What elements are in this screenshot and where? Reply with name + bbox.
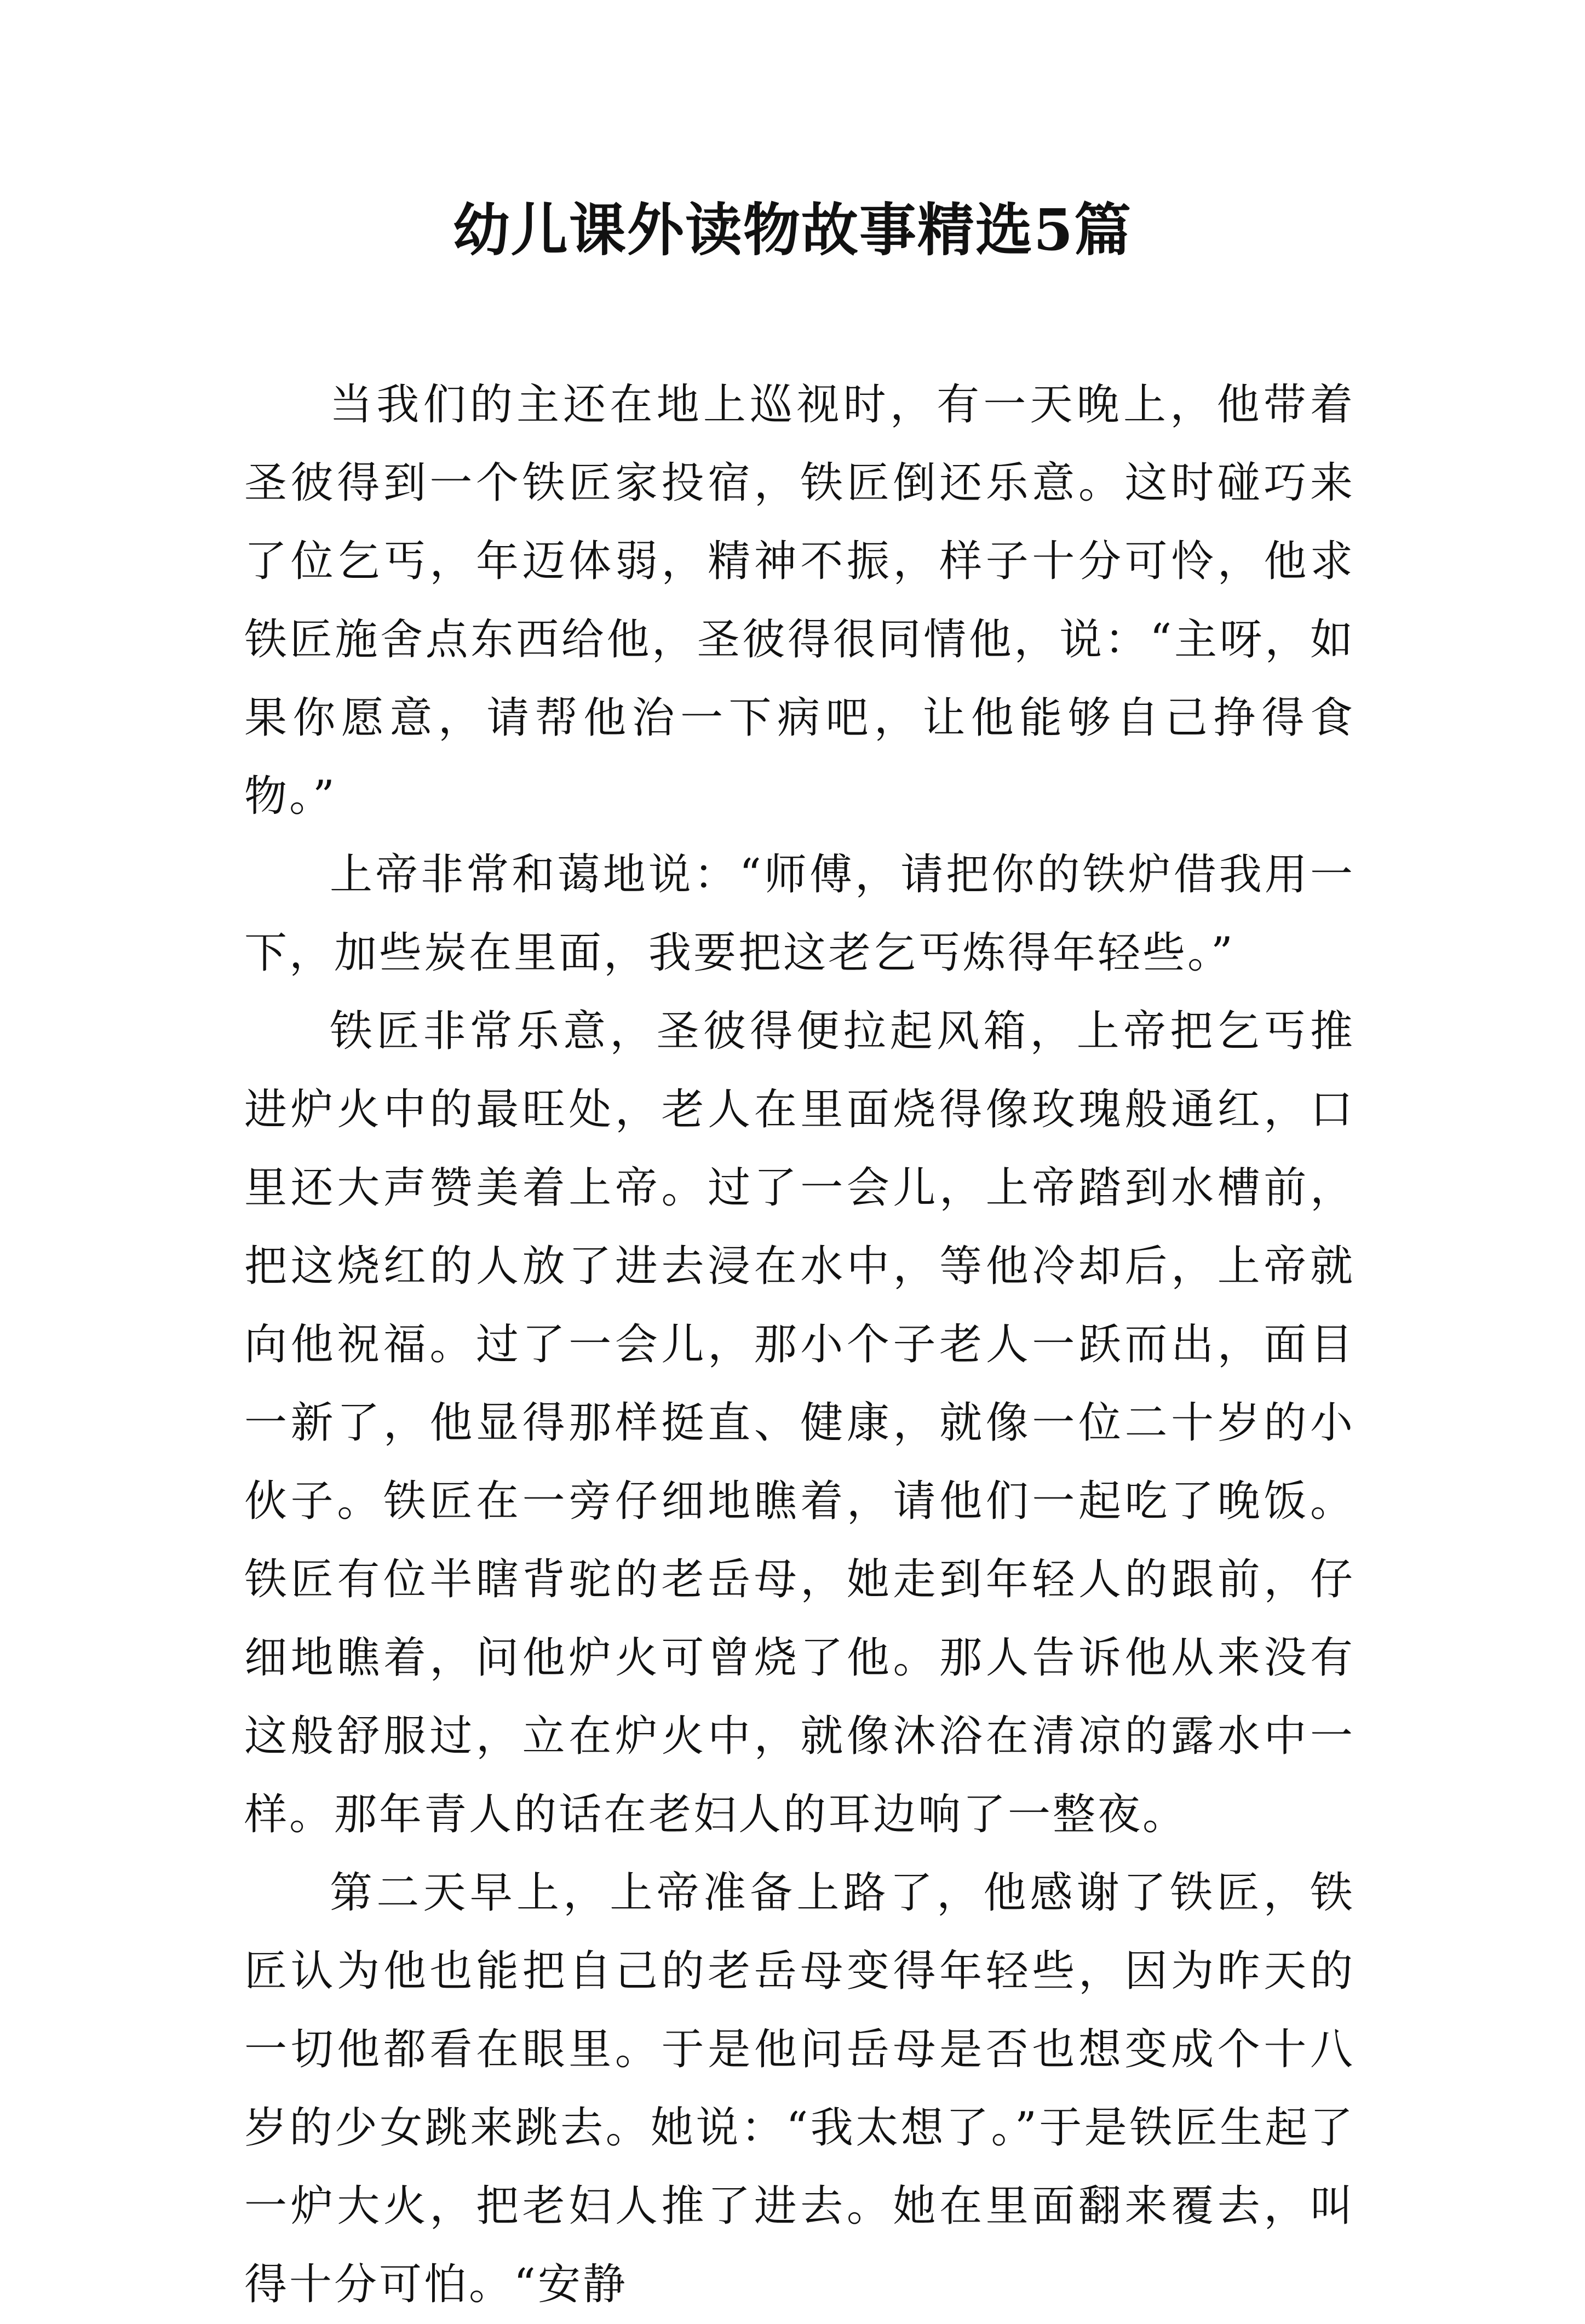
document-body [244,366,1355,2324]
paragraph-1: 当我们的主还在地上巡视时，有一天晚上，他带着圣彼得到一个铁匠家投宿，铁匠倒还乐意。这时碰巧来了位乞丐，年迈体弱，精神不振，样子十分可怜，他求铁匠施舍点东西给他，圣彼得很同情他，说：“主呀，如果你愿意，请帮他治一下病吧，让他能够自己挣得食物。” [244,380,1355,821]
paragraph-2: 上帝非常和蔼地说：“师傅，请把你的铁炉借我用一下，加些炭在里面，我要把这老乞丐炼得年轻些。” [244,850,1355,978]
paragraph-3: 铁匠非常乐意，圣彼得便拉起风箱，上帝把乞丐推进炉火中的最旺处，老人在里面烧得像玫瑰般通红，口里还大声赞美着上帝。过了一会儿，上帝踏到水槽前，把这烧红的人放了进去浸在水中，等他冷却后，上帝就向他祝福。过了一会儿，那小个子老人一跃而出，面目一新了，他显得那样挺直、健康，就像一位二十岁的小伙子。铁匠在一旁仔细地瞧着，请他们一起吃了晚饭。铁匠有位半瞎背驼的老岳母，她走到年轻人的跟前，仔细地瞧着，问他炉火可曾烧了他。那人告诉他从来没有这般舒服过，立在炉火中，就像沐浴在清凉的露水中一样。那年青人的话在老妇人的耳边响了一整夜。 [244,1007,1355,1839]
paragraph-4: 第二天早上，上帝准备上路了，他感谢了铁匠，铁匠认为他也能把自己的老岳母变得年轻些，因为昨天的一切他都看在眼里。于是他问岳母是否也想变成个十八岁的少女跳来跳去。她说：“我太想了。”于是铁匠生起了一炉大火，把老妇人推了进去。她在里面翻来覆去，叫得十分可怕。“安静 [244,1868,1355,2309]
document-title: 幼儿课外读物故事精选5篇 [452,196,1133,263]
